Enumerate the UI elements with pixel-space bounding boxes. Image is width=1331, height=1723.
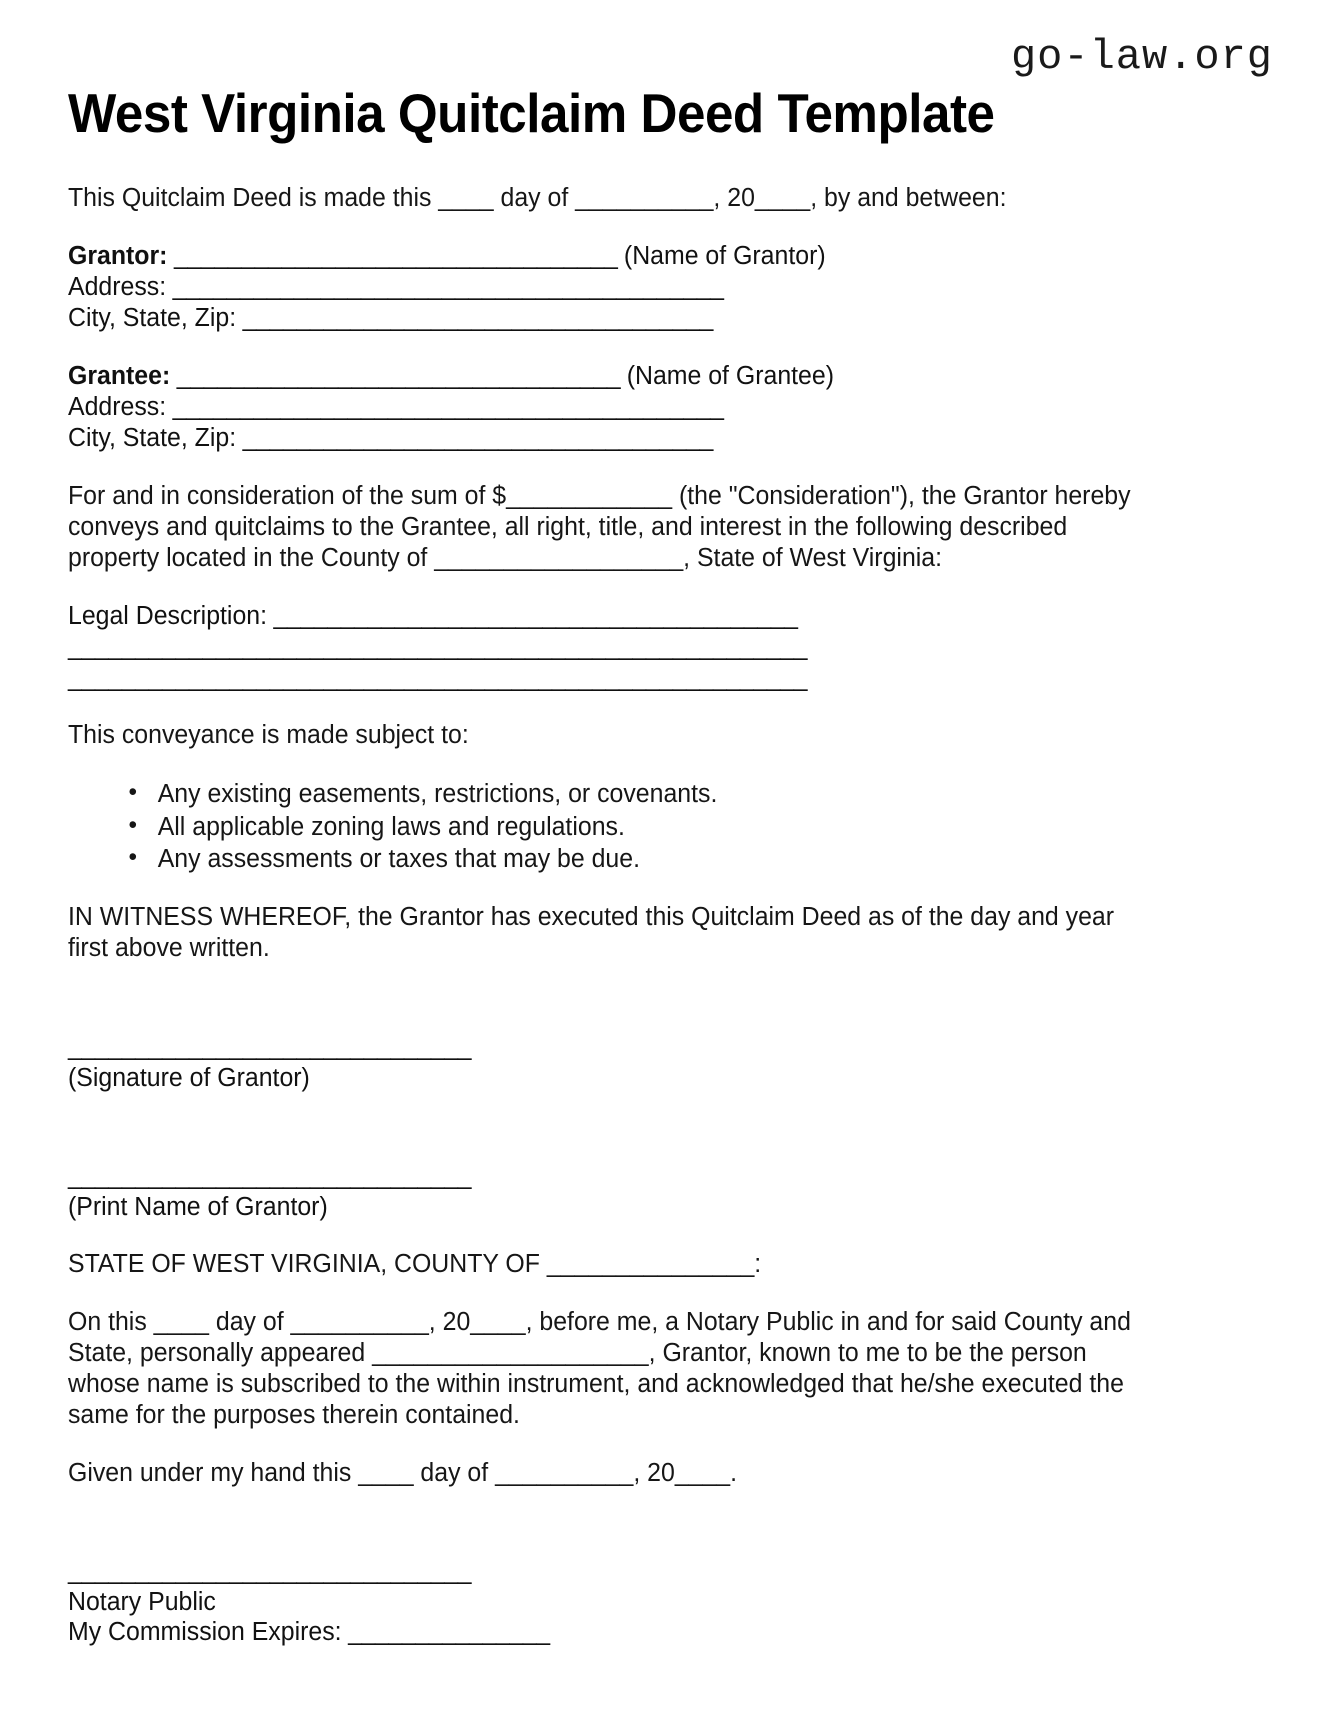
- given-under-hand-paragraph: Given under my hand this ____ day of __________, 20____.: [68, 1458, 738, 1487]
- grantor-address-blank[interactable]: _________________________________________: [166, 273, 724, 302]
- grantor-address-row: [68, 272, 1141, 303]
- grantor-label: Grantor:: [68, 242, 168, 271]
- grantor-name-row: [68, 241, 1141, 272]
- grantee-city-blank[interactable]: ___________________________________: [236, 424, 713, 453]
- notary-signature-line[interactable]: ______________________________: [68, 1557, 472, 1586]
- grantee-name-row: [68, 361, 1141, 392]
- document-body: [68, 84, 1168, 1675]
- grantor-city-blank[interactable]: ___________________________________: [236, 304, 713, 333]
- witness-paragraph: IN WITNESS WHEREOF, the Grantor has executed this Quitclaim Deed as of the day and year first above written.: [68, 903, 1115, 963]
- grantee-city-label: City, State, Zip:: [68, 424, 237, 453]
- grantor-city-row: [68, 303, 1141, 334]
- grantor-block: [68, 241, 1141, 334]
- intro-paragraph: This Quitclaim Deed is made this ____ day of __________, 20____, by and between:: [68, 184, 1007, 213]
- grantor-city-label: City, State, Zip:: [68, 304, 237, 333]
- grantee-address-row: [68, 392, 1141, 423]
- site-watermark: go-law.org: [1010, 33, 1273, 81]
- legal-description-blank-3[interactable]: _______________________________________________________: [68, 663, 808, 692]
- legal-description-blank-1[interactable]: _______________________________________: [267, 601, 798, 630]
- grantor-signature-block: [68, 1035, 1141, 1093]
- notary-public-label: Notary Public: [68, 1587, 216, 1616]
- grantor-name-hint: (Name of Grantor): [623, 242, 826, 271]
- legal-description-label: Legal Description:: [68, 601, 268, 630]
- consideration-paragraph: For and in consideration of the sum of $____________ (the "Consideration"), the Grantor hereby conveys and quitclaims to the Grantee, all right, title, and interest in the following described property located in the County of __________________, State of West Virginia:: [68, 482, 1131, 572]
- list-item: • Any existing easements, restrictions, or covenants.: [128, 778, 1140, 810]
- subject-intro: This conveyance is made subject to:: [68, 721, 469, 750]
- legal-description-line-2: [68, 632, 1141, 663]
- grantor-name-blank[interactable]: _________________________________: [167, 242, 624, 271]
- signature-spacer-2: [68, 1120, 1168, 1164]
- grantor-printname-line[interactable]: ______________________________: [68, 1162, 472, 1191]
- grantor-signature-line[interactable]: ______________________________: [68, 1033, 472, 1062]
- signature-spacer-1: [68, 991, 1168, 1035]
- legal-description-row: [68, 601, 1141, 632]
- grantor-printname-caption: (Print Name of Grantor): [68, 1192, 328, 1221]
- subject-list: [68, 778, 1141, 875]
- grantor-signature-caption: (Signature of Grantor): [68, 1063, 310, 1092]
- acknowledgment-paragraph: On this ____ day of __________, 20____, before me, a Notary Public in and for said County and State, personally appeared ____________________, Grantor, known to me to be the person whose name is subscribed to the within instrument, and acknowledged that he/she executed the same for the purposes therein contained.: [68, 1308, 1131, 1429]
- legal-description-block: [68, 601, 1141, 694]
- notary-block: [68, 1559, 1141, 1648]
- grantee-city-row: [68, 423, 1141, 454]
- grantor-printname-block: [68, 1164, 1141, 1222]
- list-item: • Any assessments or taxes that may be due.: [128, 843, 1140, 875]
- grantee-address-blank[interactable]: _________________________________________: [166, 393, 724, 422]
- grantee-name-blank[interactable]: _________________________________: [170, 362, 627, 391]
- commission-expires-row: [68, 1617, 1141, 1648]
- commission-expires-label: My Commission Expires:: [68, 1618, 342, 1647]
- legal-description-line-3: [68, 663, 1141, 694]
- grantee-address-label: Address:: [68, 393, 167, 422]
- page-title: West Virginia Quitclaim Deed Template: [68, 82, 995, 144]
- grantee-label: Grantee:: [68, 362, 171, 391]
- list-item: • All applicable zoning laws and regulations.: [128, 811, 1140, 843]
- acknowledgment-heading: STATE OF WEST VIRGINIA, COUNTY OF _______________:: [68, 1250, 762, 1279]
- legal-description-blank-2[interactable]: _______________________________________________________: [68, 632, 808, 661]
- notary-spacer: [68, 1515, 1168, 1559]
- grantee-block: [68, 361, 1141, 454]
- commission-expires-blank[interactable]: _______________: [341, 1618, 550, 1647]
- grantor-address-label: Address:: [68, 273, 167, 302]
- grantee-name-hint: (Name of Grantee): [626, 362, 834, 391]
